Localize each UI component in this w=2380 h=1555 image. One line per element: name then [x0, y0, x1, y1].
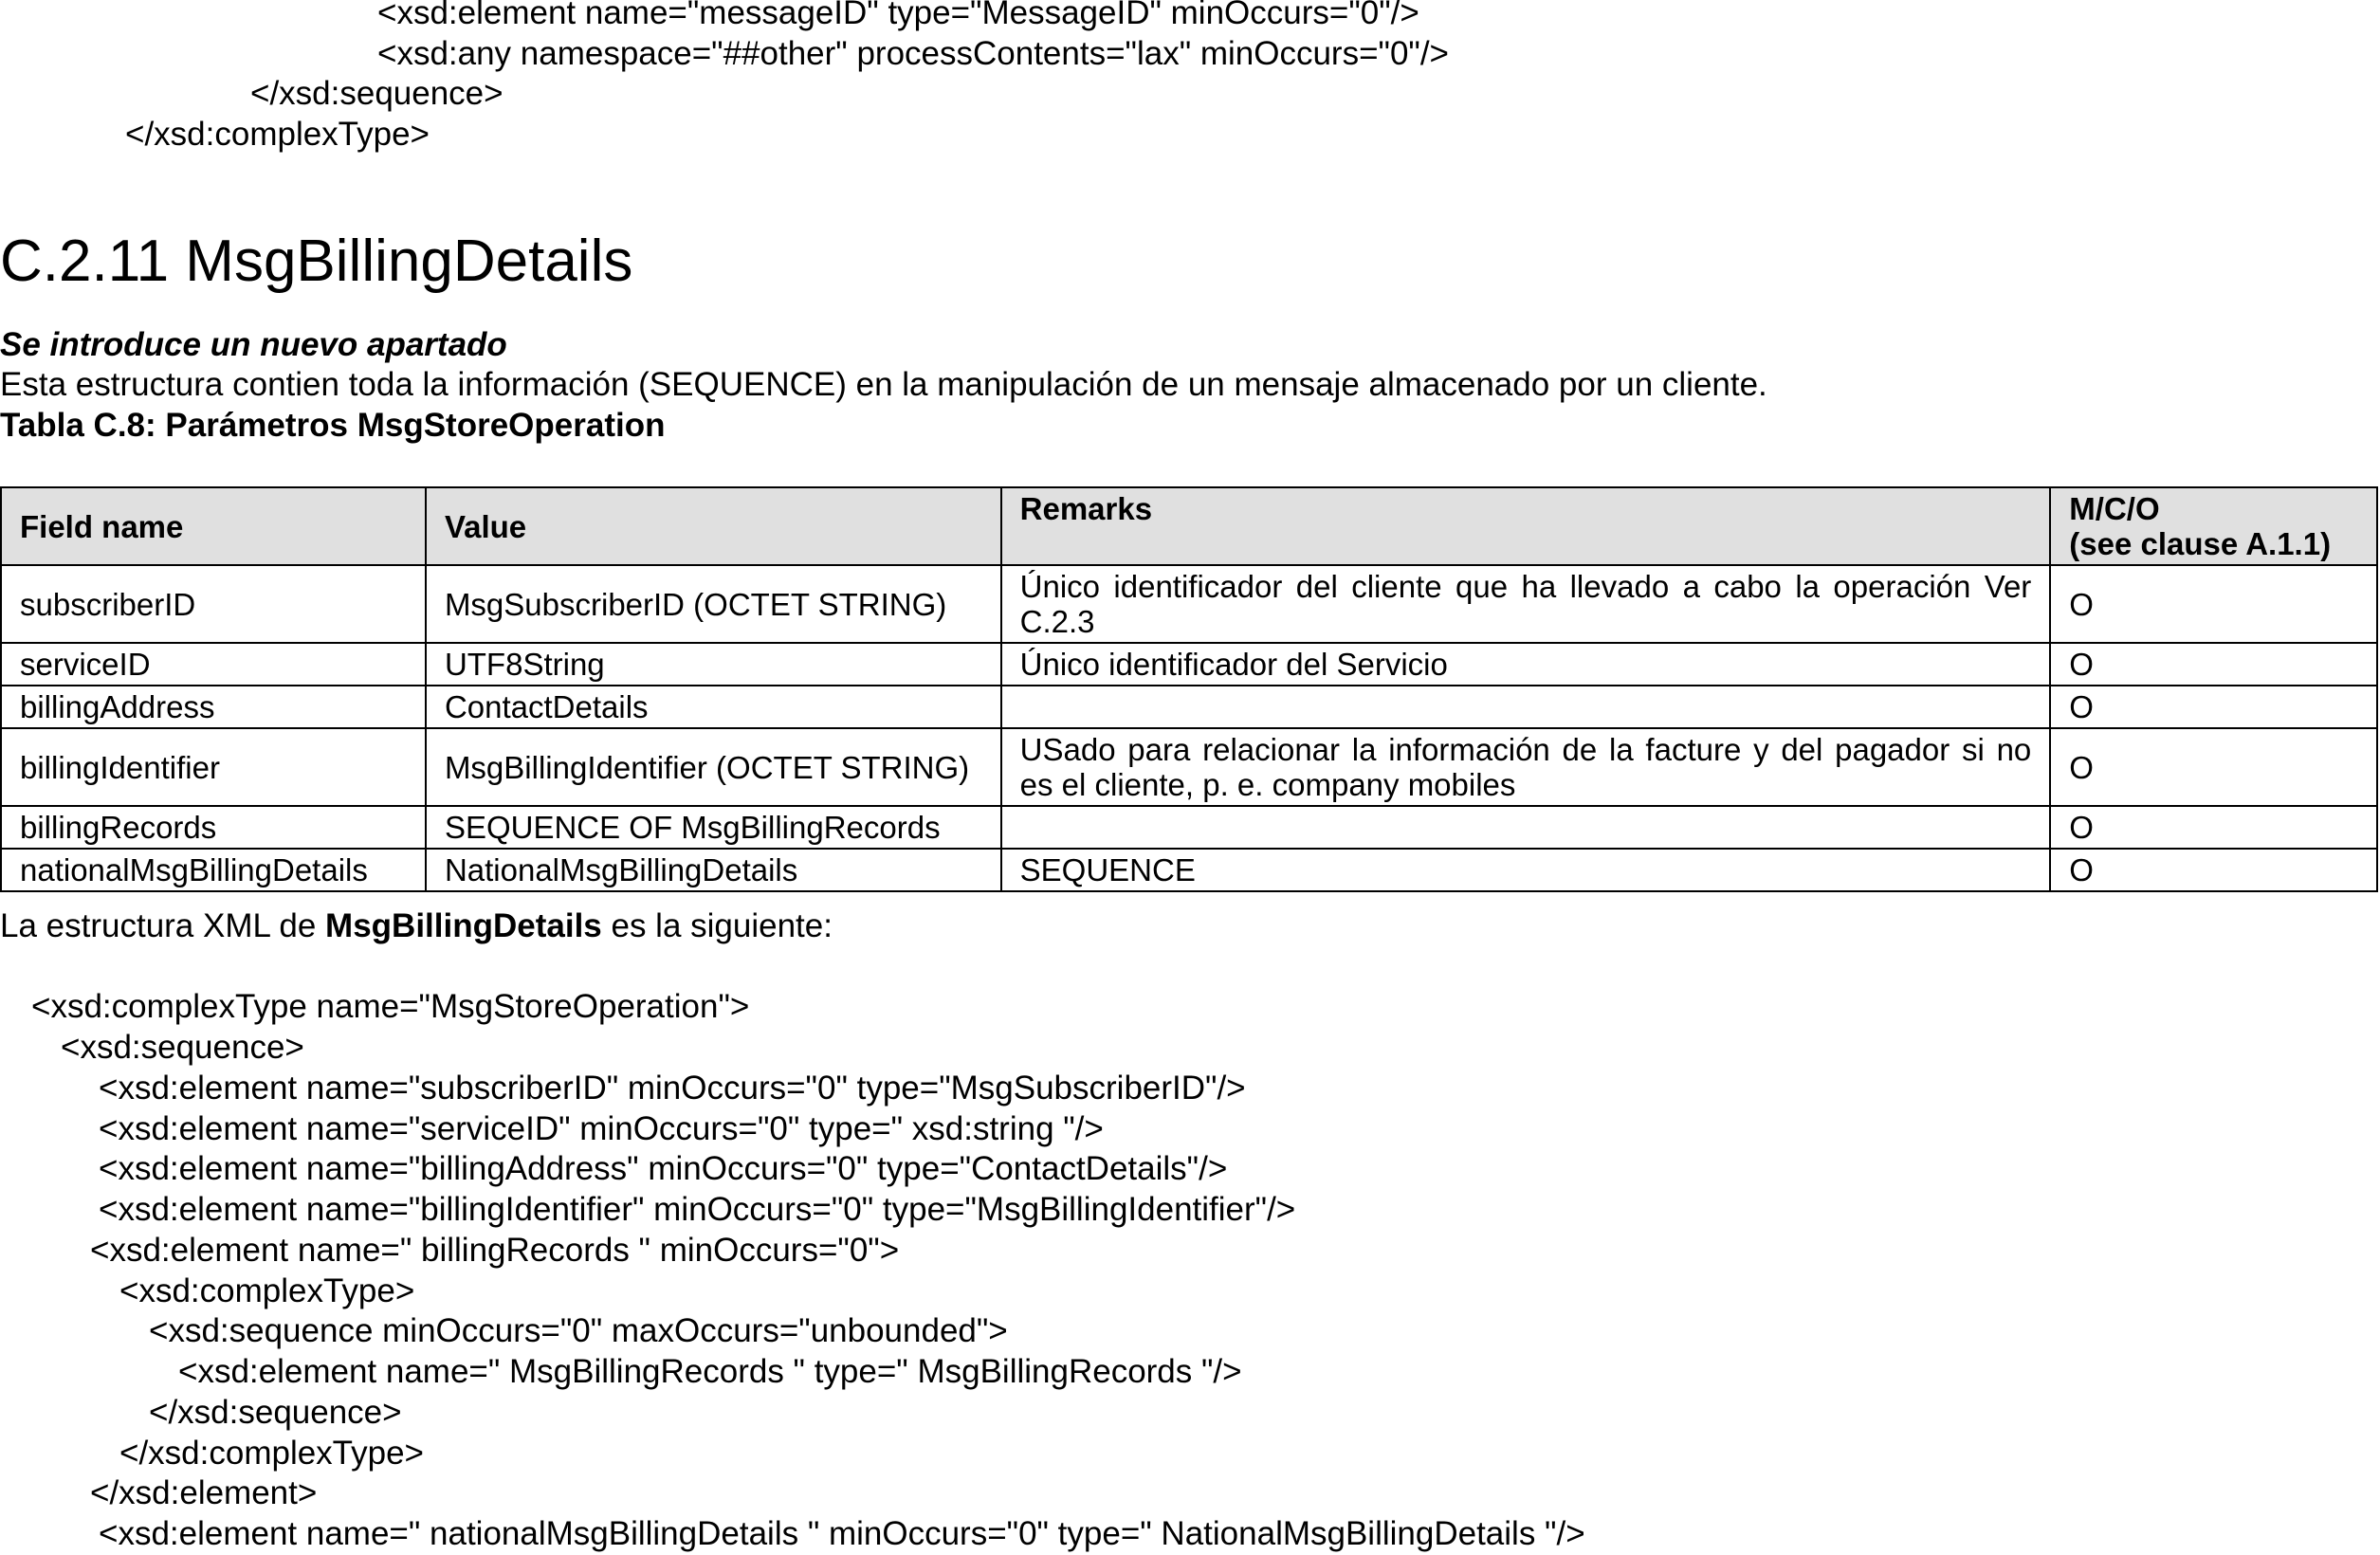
header-mco-line1: M/C/O [2069, 491, 2160, 526]
xml-code-line: <xsd:element name="serviceID" minOccurs="0" type=" xsd:string "/> [99, 1110, 1104, 1147]
code-line-top-2: <xsd:any namespace="##other" processContents="lax" minOccurs="0"/> [377, 35, 1449, 72]
xml-code-line: </xsd:complexType> [119, 1435, 424, 1472]
cell-mco: O [2050, 806, 2377, 849]
parameters-table [0, 486, 2378, 892]
xml-code-line: <xsd:element name="billingIdentifier" minOccurs="0" type="MsgBillingIdentifier"/> [99, 1191, 1296, 1228]
table-row [1, 643, 2377, 686]
cell-mco: O [2050, 643, 2377, 686]
cell-remarks: Único identificador del cliente que ha llevado a cabo la operación Ver C.2.3 [1001, 565, 2051, 643]
cell-value: NationalMsgBillingDetails [426, 849, 1001, 891]
table-row [1, 849, 2377, 891]
table-row [1, 728, 2377, 806]
xml-code-line: <xsd:element name=" MsgBillingRecords " type=" MsgBillingRecords "/> [178, 1353, 1242, 1390]
code-line-top-3: </xsd:sequence> [250, 75, 503, 112]
header-remarks: Remarks [1001, 487, 2051, 565]
cell-remarks: USado para relacionar la información de la facture y del pagador si no es el cliente, p. e. company mobiles [1001, 728, 2051, 806]
header-mco [2050, 487, 2377, 565]
code-line-top-4: </xsd:complexType> [125, 116, 430, 153]
code-line-top-1: <xsd:element name="messageID" type="MessageID" minOccurs="0"/> [377, 0, 1419, 31]
xml-code-line: <xsd:element name=" nationalMsgBillingDetails " minOccurs="0" type=" NationalMsgBillingDetails "/> [99, 1515, 1585, 1552]
cell-field: billingRecords [1, 806, 426, 849]
cell-mco: O [2050, 728, 2377, 806]
header-value: Value [426, 487, 1001, 565]
header-mco-line2: (see clause A.1.1) [2069, 526, 2332, 561]
cell-value: MsgSubscriberID (OCTET STRING) [426, 565, 1001, 643]
cell-value: SEQUENCE OF MsgBillingRecords [426, 806, 1001, 849]
cell-value: MsgBillingIdentifier (OCTET STRING) [426, 728, 1001, 806]
xml-code-line: </xsd:element> [90, 1474, 318, 1511]
xml-intro-bold: MsgBillingDetails [325, 907, 602, 944]
xml-code-line: <xsd:element name="subscriberID" minOccurs="0" type="MsgSubscriberID"/> [99, 1070, 1246, 1107]
cell-field: serviceID [1, 643, 426, 686]
table-row [1, 565, 2377, 643]
xml-code-line: <xsd:complexType name="MsgStoreOperation"> [31, 988, 750, 1025]
cell-field: billingAddress [1, 686, 426, 728]
cell-field: subscriberID [1, 565, 426, 643]
header-field-name: Field name [1, 487, 426, 565]
cell-remarks [1001, 686, 2051, 728]
cell-mco: O [2050, 686, 2377, 728]
xml-intro-before: La estructura XML de [0, 907, 326, 944]
cell-field: billingIdentifier [1, 728, 426, 806]
xml-code-line: <xsd:sequence> [61, 1029, 304, 1066]
intro-italic-note: Se introduce un nuevo apartado [0, 326, 507, 363]
section-heading: C.2.11 MsgBillingDetails [0, 229, 633, 294]
table-row [1, 686, 2377, 728]
xml-intro [0, 907, 833, 945]
cell-value: ContactDetails [426, 686, 1001, 728]
xml-code-line: <xsd:sequence minOccurs="0" maxOccurs="unbounded"> [149, 1312, 1008, 1349]
xml-code-line: </xsd:sequence> [149, 1394, 402, 1431]
cell-remarks [1001, 806, 2051, 849]
xml-code-line: <xsd:complexType> [119, 1272, 415, 1309]
xml-intro-after: es la siguiente: [601, 907, 833, 944]
table-header-row [1, 487, 2377, 565]
intro-text: Esta estructura contien toda la información (SEQUENCE) en la manipulación de un mensaje almacenado por un cliente. [0, 366, 1767, 403]
cell-mco: O [2050, 849, 2377, 891]
table-row [1, 806, 2377, 849]
cell-mco: O [2050, 565, 2377, 643]
cell-value: UTF8String [426, 643, 1001, 686]
xml-code-line: <xsd:element name="billingAddress" minOccurs="0" type="ContactDetails"/> [99, 1150, 1228, 1187]
cell-remarks: Único identificador del Servicio [1001, 643, 2051, 686]
xml-code-line: <xsd:element name=" billingRecords " minOccurs="0"> [90, 1232, 900, 1269]
cell-remarks: SEQUENCE [1001, 849, 2051, 891]
cell-field: nationalMsgBillingDetails [1, 849, 426, 891]
table-caption: Tabla C.8: Parámetros MsgStoreOperation [0, 407, 666, 444]
